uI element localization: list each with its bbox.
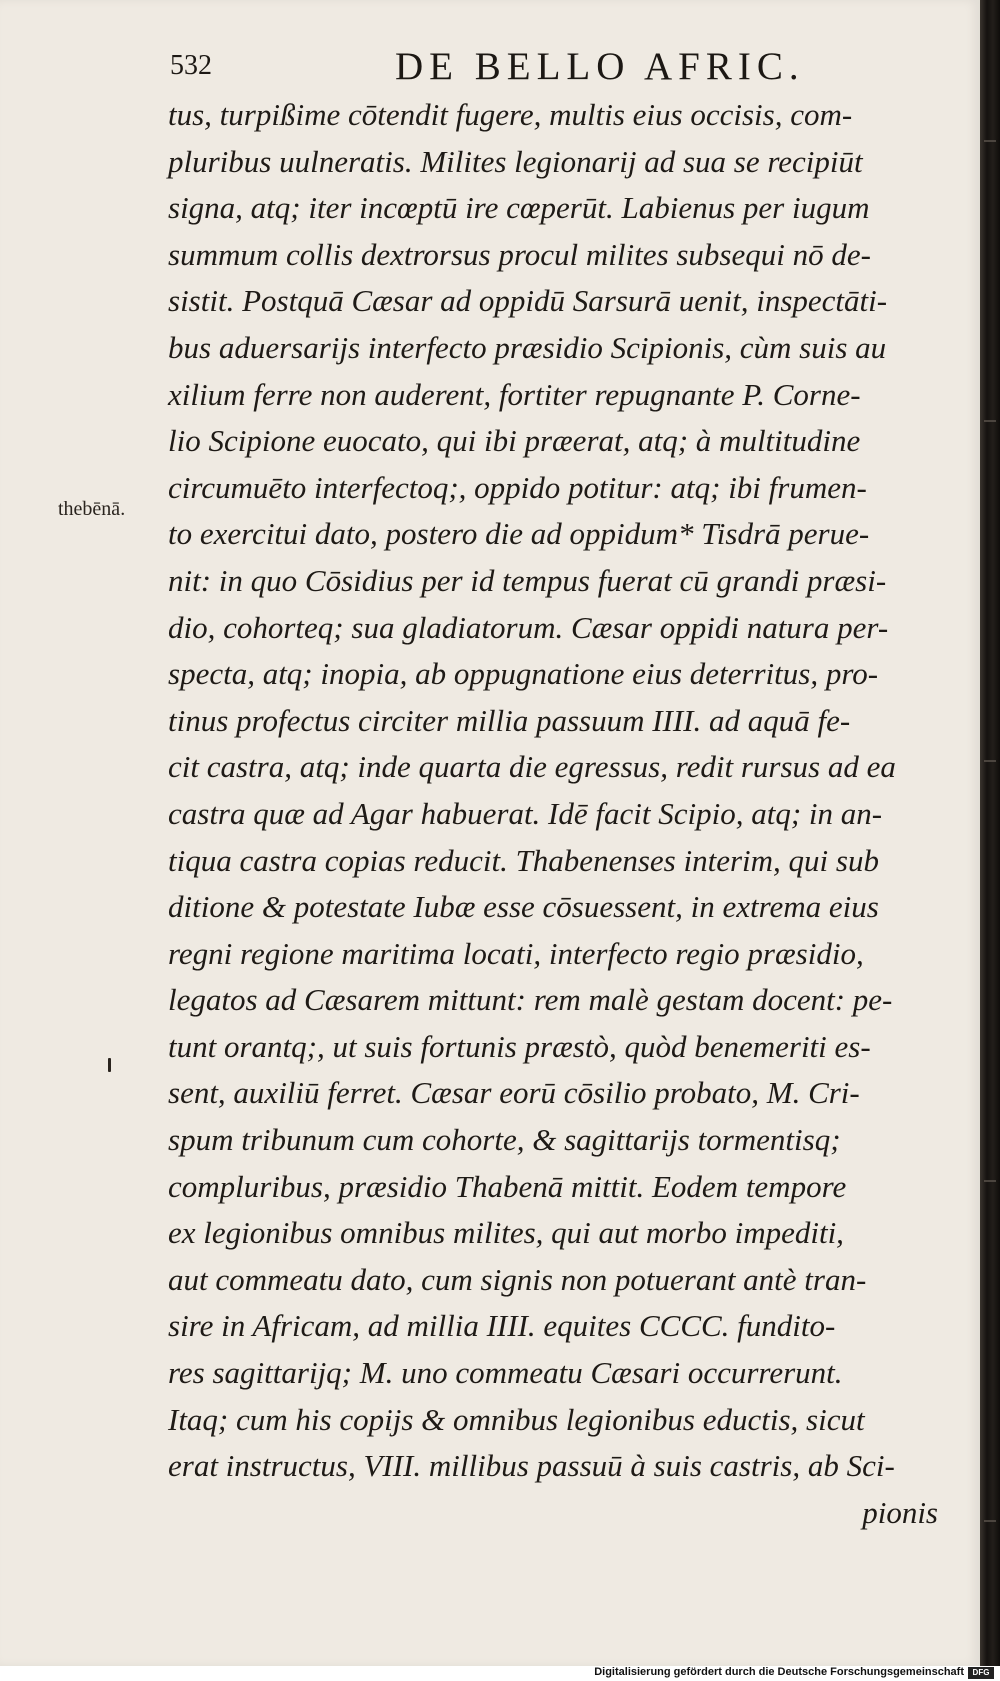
page-number: 532 bbox=[170, 50, 212, 81]
text-line: lio Scipione euocato, qui ibi præerat, atq; à multitudine bbox=[168, 423, 861, 459]
text-line: aut commeatu dato, cum signis non potuerant antè tran- bbox=[168, 1261, 867, 1297]
text-line: dio, cohorteq; sua gladiatorum. Cæsar oppidi natura per- bbox=[168, 609, 889, 645]
text-line: erat instructus, VIII. millibus passuū à suis castris, ab Sci- bbox=[168, 1448, 895, 1484]
text-line: summum collis dextrorsus procul milites subsequi nō de- bbox=[168, 236, 871, 272]
dfg-logo: DFG bbox=[968, 1667, 994, 1679]
footer-credit: Digitalisierung gefördert durch die Deutsche Forschungsgemeinschaft bbox=[594, 1666, 964, 1678]
text-line: signa, atq; iter incœptū ire cœperūt. Labienus per iugum bbox=[168, 190, 870, 226]
running-title: DE BELLO AFRIC. bbox=[395, 45, 805, 88]
text-line: bus aduersarijs interfecto præsidio Scipionis, cùm suis au bbox=[168, 329, 887, 365]
text-line: nit: in quo Cōsidius per id tempus fuerat cū grandi præsi- bbox=[168, 562, 887, 598]
edge-highlight bbox=[984, 1520, 996, 1522]
edge-highlight bbox=[984, 760, 996, 762]
margin-note: thebēnā. bbox=[58, 498, 126, 520]
text-line: tunt orantq;, ut suis fortunis præstò, quòd benemeriti es- bbox=[168, 1028, 871, 1064]
text-line: sent, auxiliū ferret. Cæsar eorū cōsilio probato, M. Cri- bbox=[168, 1075, 860, 1111]
text-line: pluribus uulneratis. Milites legionarij ad sua se recipiūt bbox=[168, 143, 863, 179]
catchword: pionis bbox=[862, 1494, 938, 1530]
text-line: compluribus, præsidio Thabenā mittit. Eodem tempore bbox=[168, 1168, 847, 1204]
text-line: specta, atq; inopia, ab oppugnatione eius deterritus, pro- bbox=[168, 656, 879, 692]
text-line: tinus profectus circiter millia passuum IIII. ad aquā fe- bbox=[168, 702, 851, 738]
text-line: tus, turpißime cōtendit fugere, multis eius occisis, com- bbox=[168, 97, 853, 132]
text-line: legatos ad Cæsarem mittunt: rem malè gestam docent: pe- bbox=[168, 982, 893, 1018]
text-line: res sagittarijq; M. uno commeatu Cæsari occurrerunt. bbox=[168, 1355, 843, 1391]
text-line: sire in Africam, ad millia IIII. equites CCCC. fundito- bbox=[168, 1308, 836, 1344]
text-line: ex legionibus omnibus milites, qui aut morbo impediti, bbox=[168, 1215, 844, 1251]
text-line: xilium ferre non auderent, fortiter repugnante P. Corne- bbox=[168, 376, 861, 412]
text-line: spum tribunum cum cohorte, & sagittarijs tormentisq; bbox=[168, 1122, 841, 1158]
text-line: sistit. Postquā Cæsar ad oppidū Sarsurā uenit, inspectāti- bbox=[168, 283, 888, 319]
running-head bbox=[170, 44, 950, 94]
edge-highlight bbox=[984, 140, 996, 142]
text-line: ditione & potestate Iubæ esse cōsuessent, in extrema eius bbox=[168, 889, 879, 925]
body-text bbox=[168, 92, 968, 1536]
text-line: regni regione maritima locati, interfecto regio præsidio, bbox=[168, 935, 864, 971]
text-line: cit castra, atq; inde quarta die egressus, redit rursus ad ea bbox=[168, 749, 896, 785]
margin-mark bbox=[108, 1058, 111, 1072]
text-line: to exercitui dato, postero die ad oppidum* Tisdrā perue- bbox=[168, 516, 870, 552]
text-line: Itaq; cum his copijs & omnibus legionibus eductis, sicut bbox=[168, 1401, 865, 1437]
edge-highlight bbox=[984, 1180, 996, 1182]
book-edge bbox=[980, 0, 1000, 1666]
footer-bar bbox=[0, 1666, 1000, 1681]
text-line: castra quæ ad Agar habuerat. Idē facit Scipio, atq; in an- bbox=[168, 795, 883, 831]
edge-highlight bbox=[984, 420, 996, 422]
text-line: tiqua castra copias reducit. Thabenenses interim, qui sub bbox=[168, 842, 879, 878]
text-line: circumuēto interfectoq;, oppido potitur: atq; ibi frumen- bbox=[168, 469, 867, 505]
